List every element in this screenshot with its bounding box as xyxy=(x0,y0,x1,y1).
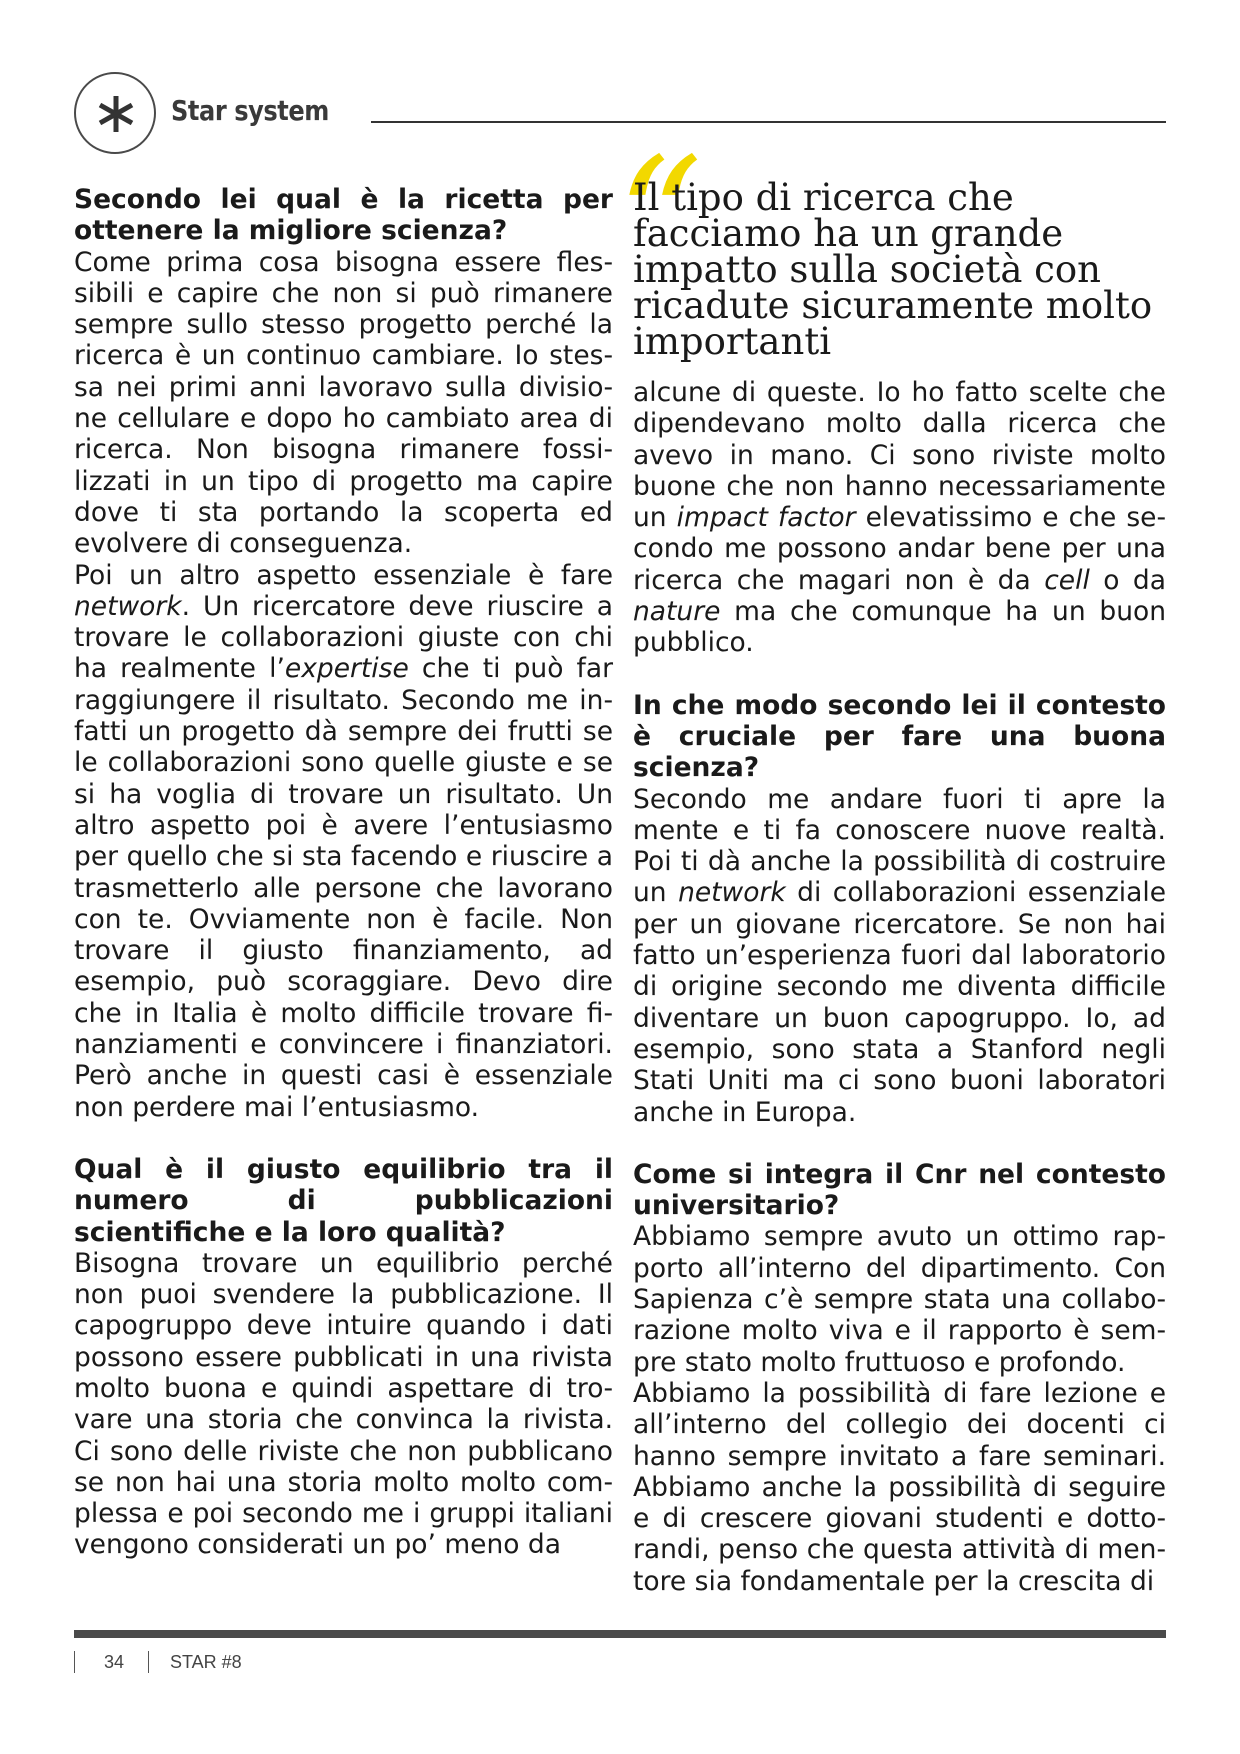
answer-paragraph: Bisogna trovare un equilibrio perché non puoi svendere la pubblicazione. Il capogruppo deve intuire quando i dati possono essere pubblicati in una rivista molto buona e quindi aspettare di trovare una storia che convinca la rivista. Ci sono delle riviste che non pubblicano se non hai una storia molto molto complessa e poi secondo me i gruppi italiani vengono considerati un po’ meno da xyxy=(74,1247,613,1561)
header-rule xyxy=(371,121,1166,123)
right-column xyxy=(633,377,1166,1597)
pull-quote: Il tipo di ricerca che facciamo ha un grande impatto sulla società con ricadute sicuramente molto importanti xyxy=(633,176,1153,363)
footer-rule xyxy=(74,1630,1166,1638)
left-column xyxy=(74,184,613,1561)
answer-paragraph: alcune di queste. Io ho fatto scelte che dipendevano molto dalla ricerca che avevo in mano. Ci sono riviste molto buone che non hanno necessariamente un impact factor elevatissimo e che secondo me possono andar bene per una ricerca che magari non è da cell o da nature ma che comunque ha un buon pubblico. xyxy=(633,377,1166,659)
answer-paragraph: Abbiamo sempre avuto un ottimo rapporto all’interno del dipartimento. Con Sapienza c’è sempre stata una collaborazione molto viva e il rapporto è sempre stato molto fruttuoso e profondo. xyxy=(633,1221,1166,1378)
section-label: Star system xyxy=(171,94,329,127)
answer-paragraph: Poi un altro aspetto essenziale è fare network. Un ricercatore deve riuscire a trovare le collaborazioni giuste con chi ha realmente l’expertise che ti può far raggiungere il risultato. Secondo me infatti un progetto dà sempre dei frutti se le collaborazioni sono quelle giuste e se si ha voglia di trovare un risultato. Un altro aspetto poi è avere l’entusiasmo per quello che si sta facendo e riuscire a trasmetterlo alle persone che lavorano con te. Ovviamente non è facile. Non trovare il giusto finanziamento, ad esempio, può scoraggiare. Devo dire che in Italia è molto difficile trovare finanziamenti e convincere i finanziatori. Però anche in questi casi è essenziale non perdere mai l’entusiasmo. xyxy=(74,559,613,1123)
asterisk-icon xyxy=(96,94,136,134)
footer-divider xyxy=(74,1651,75,1673)
question: Secondo lei qual è la ricetta per ottenere la migliore scienza? xyxy=(74,184,613,247)
quote-mark-icon: “ xyxy=(616,122,703,320)
question: Qual è il giusto equilibrio tra il numero di pubblicazioni scientifiche e la loro qualità? xyxy=(74,1153,613,1248)
issue-label: STAR #8 xyxy=(170,1652,242,1672)
question: Come si integra il Cnr nel contesto universitario? xyxy=(633,1158,1166,1222)
answer-paragraph: Secondo me andare fuori ti apre la mente e ti fa conoscere nuove realtà. Poi ti dà anche la possibilità di costruire un network di collaborazioni essenziale per un giovane ricercatore. Se non hai fatto un’esperienza fuori dal laboratorio di origine secondo me diventa difficile diventare un buon capogruppo. Io, ad esempio, sono stata a Stanford negli Stati Uniti ma ci sono buoni laboratori anche in Europa. xyxy=(633,783,1166,1128)
header-icon-circle xyxy=(74,72,156,154)
answer-paragraph: Abbiamo la possibilità di fare lezione e all’interno del collegio dei docenti ci hanno sempre invitato a fare seminari. Abbiamo anche la possibilità di seguire e di crescere giovani studenti e dottorandi, penso che questa attività di mentore sia fondamentale per la crescita di xyxy=(633,1377,1166,1597)
footer-divider xyxy=(148,1651,149,1673)
question: In che modo secondo lei il contesto è cruciale per fare una buona scienza? xyxy=(633,689,1166,784)
page-number: 34 xyxy=(104,1652,125,1672)
answer-paragraph: Come prima cosa bisogna essere flessibili e capire che non si può rimanere sempre sullo stesso progetto perché la ricerca è un continuo cambiare. Io stessa nei primi anni lavoravo sulla divisione cellulare e dopo ho cambiato area di ricerca. Non bisogna rimanere fossilizzati in un tipo di progetto ma capire dove ti sta portando la scoperta ed evolvere di conseguenza. xyxy=(74,246,613,560)
